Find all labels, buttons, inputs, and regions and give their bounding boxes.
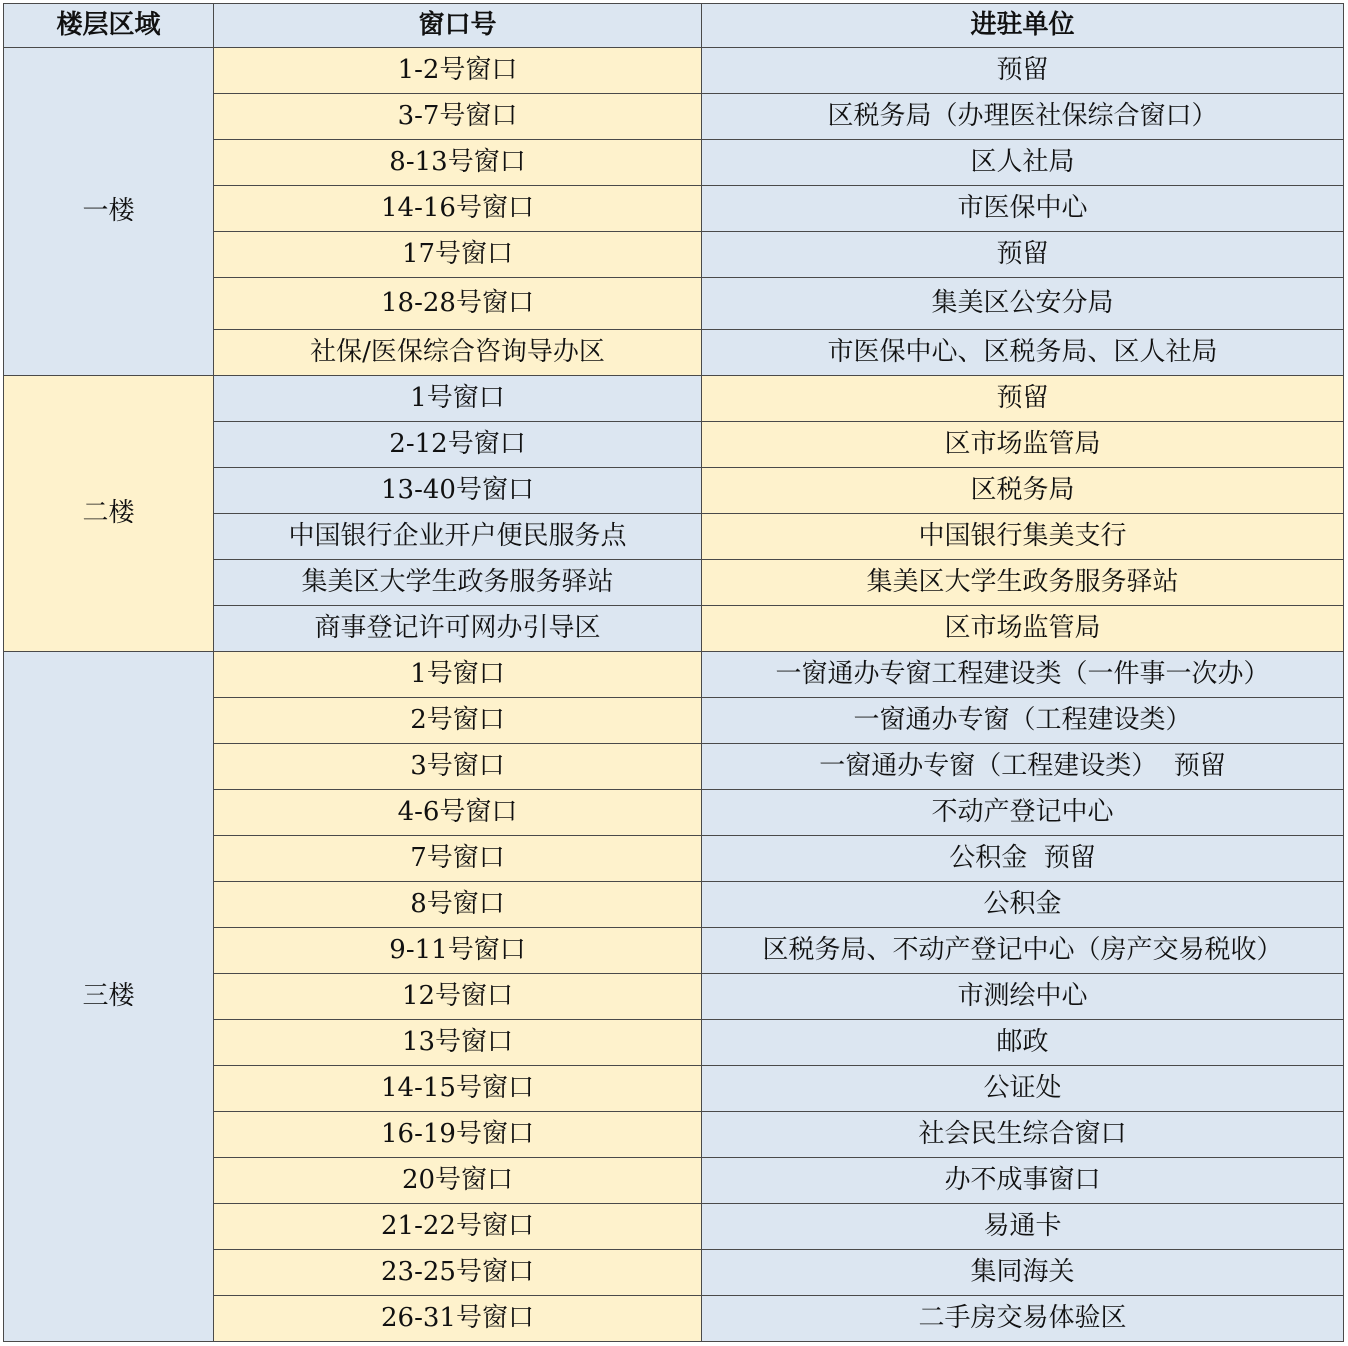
window-cell: 1号窗口	[214, 376, 702, 422]
unit-cell: 办不成事窗口	[702, 1158, 1344, 1204]
floor-cell: 一楼	[4, 48, 214, 376]
unit-cell: 一窗通办专窗工程建设类（一件事一次办）	[702, 652, 1344, 698]
window-cell: 13号窗口	[214, 1020, 702, 1066]
unit-cell: 集同海关	[702, 1250, 1344, 1296]
window-cell: 23-25号窗口	[214, 1250, 702, 1296]
window-cell: 26-31号窗口	[214, 1296, 702, 1342]
floor-cell: 三楼	[4, 652, 214, 1342]
window-cell: 14-16号窗口	[214, 186, 702, 232]
unit-cell: 中国银行集美支行	[702, 514, 1344, 560]
unit-cell: 一窗通办专窗（工程建设类）	[702, 698, 1344, 744]
header-window: 窗口号	[214, 4, 702, 48]
unit-cell: 区税务局	[702, 468, 1344, 514]
window-cell: 1号窗口	[214, 652, 702, 698]
window-cell: 8号窗口	[214, 882, 702, 928]
unit-cell: 市医保中心、区税务局、区人社局	[702, 330, 1344, 376]
header-unit: 进驻单位	[702, 4, 1344, 48]
window-cell: 中国银行企业开户便民服务点	[214, 514, 702, 560]
window-cell: 2号窗口	[214, 698, 702, 744]
unit-cell: 公证处	[702, 1066, 1344, 1112]
window-cell: 17号窗口	[214, 232, 702, 278]
window-cell: 20号窗口	[214, 1158, 702, 1204]
unit-cell: 预留	[702, 376, 1344, 422]
unit-cell: 区税务局（办理医社保综合窗口）	[702, 94, 1344, 140]
unit-cell: 区人社局	[702, 140, 1344, 186]
table-row	[4, 376, 1344, 422]
window-cell: 21-22号窗口	[214, 1204, 702, 1250]
window-cell: 18-28号窗口	[214, 278, 702, 330]
unit-cell: 公积金 预留	[702, 836, 1344, 882]
table-row	[4, 48, 1344, 94]
unit-cell: 集美区大学生政务服务驿站	[702, 560, 1344, 606]
unit-cell: 区市场监管局	[702, 606, 1344, 652]
unit-cell: 社会民生综合窗口	[702, 1112, 1344, 1158]
unit-cell: 集美区公安分局	[702, 278, 1344, 330]
window-cell: 集美区大学生政务服务驿站	[214, 560, 702, 606]
window-cell: 2-12号窗口	[214, 422, 702, 468]
unit-cell: 区市场监管局	[702, 422, 1344, 468]
unit-cell: 一窗通办专窗（工程建设类） 预留	[702, 744, 1344, 790]
table-row	[4, 652, 1344, 698]
window-cell: 3号窗口	[214, 744, 702, 790]
unit-cell: 二手房交易体验区	[702, 1296, 1344, 1342]
unit-cell: 邮政	[702, 1020, 1344, 1066]
window-cell: 16-19号窗口	[214, 1112, 702, 1158]
window-cell: 3-7号窗口	[214, 94, 702, 140]
unit-cell: 不动产登记中心	[702, 790, 1344, 836]
window-cell: 14-15号窗口	[214, 1066, 702, 1112]
window-cell: 9-11号窗口	[214, 928, 702, 974]
window-cell: 社保/医保综合咨询导办区	[214, 330, 702, 376]
unit-cell: 市医保中心	[702, 186, 1344, 232]
window-cell: 商事登记许可网办引导区	[214, 606, 702, 652]
window-cell: 7号窗口	[214, 836, 702, 882]
window-cell: 8-13号窗口	[214, 140, 702, 186]
unit-cell: 区税务局、不动产登记中心（房产交易税收）	[702, 928, 1344, 974]
floor-cell: 二楼	[4, 376, 214, 652]
table-header-row	[4, 4, 1344, 48]
floor-window-table	[3, 3, 1344, 1342]
unit-cell: 市测绘中心	[702, 974, 1344, 1020]
table-body	[4, 48, 1344, 1342]
unit-cell: 易通卡	[702, 1204, 1344, 1250]
window-cell: 1-2号窗口	[214, 48, 702, 94]
window-cell: 13-40号窗口	[214, 468, 702, 514]
window-cell: 4-6号窗口	[214, 790, 702, 836]
unit-cell: 预留	[702, 232, 1344, 278]
unit-cell: 预留	[702, 48, 1344, 94]
window-cell: 12号窗口	[214, 974, 702, 1020]
header-floor: 楼层区域	[4, 4, 214, 48]
unit-cell: 公积金	[702, 882, 1344, 928]
